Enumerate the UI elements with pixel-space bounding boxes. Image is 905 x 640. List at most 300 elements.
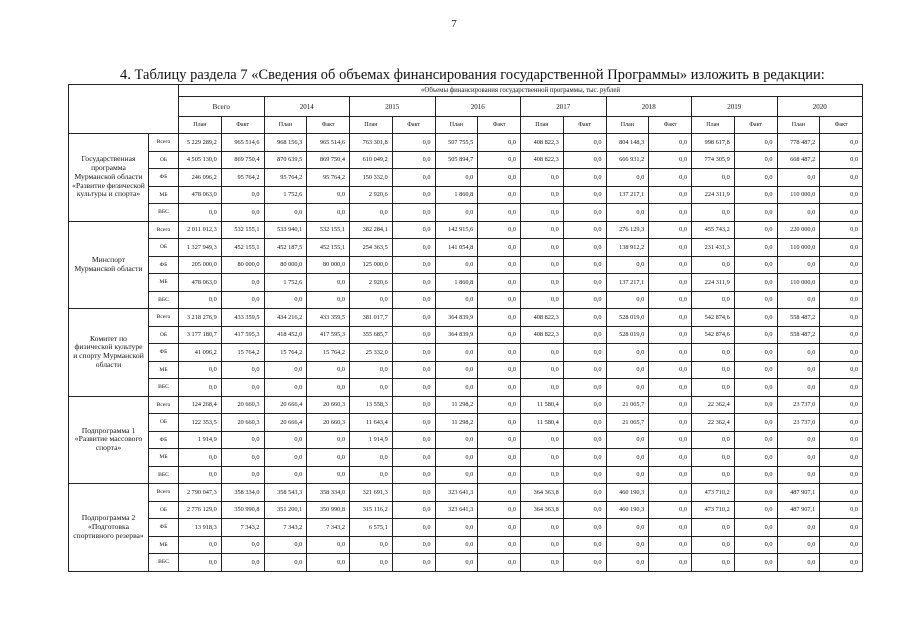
value-cell: 870 639,5 xyxy=(264,151,307,169)
value-cell: 0,0 xyxy=(563,501,606,519)
value-cell: 418 452,0 xyxy=(264,326,307,344)
value-cell: 350 990,8 xyxy=(307,501,350,519)
value-cell: 20 660,3 xyxy=(307,396,350,414)
value-cell: 558 487,2 xyxy=(777,326,820,344)
value-cell: 11 580,4 xyxy=(521,396,564,414)
value-cell: 0,0 xyxy=(563,554,606,572)
value-cell: 364 839,9 xyxy=(435,309,478,327)
value-cell: 0,0 xyxy=(734,274,777,292)
value-cell: 0,0 xyxy=(820,449,863,467)
value-cell: 137 217,1 xyxy=(606,274,649,292)
value-cell: 0,0 xyxy=(649,536,692,554)
value-cell: 276 129,3 xyxy=(606,221,649,239)
value-cell: 0,0 xyxy=(734,221,777,239)
value-cell: 0,0 xyxy=(521,449,564,467)
funding-source: ВБС xyxy=(149,291,179,309)
table-row xyxy=(69,484,863,502)
value-cell: 20 660,3 xyxy=(307,414,350,432)
funding-source: ОБ xyxy=(149,239,179,257)
year-header: 2019 xyxy=(692,97,778,117)
value-cell: 0,0 xyxy=(392,204,435,222)
value-cell: 1 752,6 xyxy=(264,186,307,204)
value-cell: 2 920,6 xyxy=(350,274,393,292)
value-cell: 382 284,1 xyxy=(350,221,393,239)
value-cell: 0,0 xyxy=(606,466,649,484)
value-cell: 0,0 xyxy=(392,256,435,274)
value-cell: 0,0 xyxy=(734,536,777,554)
value-cell: 0,0 xyxy=(563,274,606,292)
value-cell: 0,0 xyxy=(777,169,820,187)
value-cell: 125 000,0 xyxy=(350,256,393,274)
value-cell: 1 752,6 xyxy=(264,274,307,292)
funding-source: МБ xyxy=(149,186,179,204)
value-cell: 1 914,9 xyxy=(179,431,222,449)
value-cell: 0,0 xyxy=(820,484,863,502)
value-cell: 246 096,2 xyxy=(179,169,222,187)
value-cell: 0,0 xyxy=(820,554,863,572)
value-cell: 0,0 xyxy=(179,536,222,554)
value-cell: 0,0 xyxy=(392,274,435,292)
value-cell: 1 914,9 xyxy=(350,431,393,449)
value-cell: 0,0 xyxy=(820,204,863,222)
value-cell: 0,0 xyxy=(820,519,863,537)
value-cell: 0,0 xyxy=(820,344,863,362)
program-name: Подпрограмма 2 «Подготовка спортивного резерва» xyxy=(69,484,149,572)
value-cell: 0,0 xyxy=(478,361,521,379)
value-cell: 0,0 xyxy=(435,466,478,484)
value-cell: 0,0 xyxy=(478,344,521,362)
program-name: Государственная программа Мурманской области «Развитие физической культуры и спорта» xyxy=(69,134,149,222)
value-cell: 0,0 xyxy=(649,221,692,239)
section-heading: 4. Таблицу раздела 7 «Сведения об объемах финансирования государственной Программы» изложить в редакции: xyxy=(120,67,825,83)
value-cell: 0,0 xyxy=(478,204,521,222)
value-cell: 0,0 xyxy=(478,484,521,502)
value-cell: 0,0 xyxy=(392,554,435,572)
value-cell: 0,0 xyxy=(563,239,606,257)
value-cell: 0,0 xyxy=(820,291,863,309)
value-cell: 0,0 xyxy=(435,554,478,572)
value-cell: 0,0 xyxy=(392,431,435,449)
value-cell: 80 000,0 xyxy=(221,256,264,274)
plan-header: План xyxy=(264,117,307,134)
value-cell: 0,0 xyxy=(563,134,606,152)
value-cell: 6 575,1 xyxy=(350,519,393,537)
value-cell: 0,0 xyxy=(692,466,735,484)
value-cell: 0,0 xyxy=(649,501,692,519)
value-cell: 0,0 xyxy=(264,291,307,309)
value-cell: 804 148,3 xyxy=(606,134,649,152)
value-cell: 0,0 xyxy=(777,379,820,397)
year-header: Всего xyxy=(179,97,265,117)
value-cell: 0,0 xyxy=(649,256,692,274)
table-row xyxy=(69,414,863,432)
value-cell: 358 543,3 xyxy=(264,484,307,502)
value-cell: 137 217,1 xyxy=(606,186,649,204)
value-cell: 0,0 xyxy=(350,554,393,572)
value-cell: 0,0 xyxy=(478,309,521,327)
value-cell: 542 874,6 xyxy=(692,309,735,327)
value-cell: 364 363,8 xyxy=(521,501,564,519)
value-cell: 0,0 xyxy=(264,431,307,449)
value-cell: 364 363,8 xyxy=(521,484,564,502)
value-cell: 0,0 xyxy=(350,379,393,397)
value-cell: 0,0 xyxy=(221,291,264,309)
value-cell: 224 311,9 xyxy=(692,186,735,204)
table-row xyxy=(69,274,863,292)
value-cell: 0,0 xyxy=(521,379,564,397)
value-cell: 533 940,1 xyxy=(264,221,307,239)
value-cell: 0,0 xyxy=(820,239,863,257)
value-cell: 11 298,2 xyxy=(435,414,478,432)
value-cell: 2 776 129,0 xyxy=(179,501,222,519)
value-cell: 0,0 xyxy=(392,151,435,169)
value-cell: 0,0 xyxy=(478,256,521,274)
value-cell: 5 229 289,2 xyxy=(179,134,222,152)
value-cell: 0,0 xyxy=(478,169,521,187)
value-cell: 0,0 xyxy=(307,431,350,449)
value-cell: 0,0 xyxy=(478,326,521,344)
value-cell: 487 907,1 xyxy=(777,484,820,502)
value-cell: 0,0 xyxy=(478,274,521,292)
value-cell: 0,0 xyxy=(435,449,478,467)
value-cell: 0,0 xyxy=(221,536,264,554)
corner-cell xyxy=(69,85,179,134)
value-cell: 0,0 xyxy=(734,186,777,204)
value-cell: 532 155,1 xyxy=(307,221,350,239)
plan-header: План xyxy=(435,117,478,134)
value-cell: 0,0 xyxy=(563,256,606,274)
fact-header: Факт xyxy=(649,117,692,134)
value-cell: 3 218 276,9 xyxy=(179,309,222,327)
value-cell: 0,0 xyxy=(350,291,393,309)
value-cell: 0,0 xyxy=(606,554,649,572)
funding-source: Всего xyxy=(149,134,179,152)
value-cell: 528 019,0 xyxy=(606,309,649,327)
value-cell: 869 750,4 xyxy=(221,151,264,169)
value-cell: 0,0 xyxy=(734,291,777,309)
value-cell: 0,0 xyxy=(521,274,564,292)
value-cell: 0,0 xyxy=(734,501,777,519)
value-cell: 0,0 xyxy=(521,431,564,449)
table-row xyxy=(69,256,863,274)
value-cell: 0,0 xyxy=(820,169,863,187)
value-cell: 0,0 xyxy=(221,449,264,467)
value-cell: 0,0 xyxy=(392,326,435,344)
value-cell: 0,0 xyxy=(179,449,222,467)
value-cell: 0,0 xyxy=(649,449,692,467)
value-cell: 0,0 xyxy=(521,466,564,484)
value-cell: 25 332,0 xyxy=(350,344,393,362)
value-cell: 254 363,5 xyxy=(350,239,393,257)
value-cell: 0,0 xyxy=(392,501,435,519)
value-cell: 141 054,8 xyxy=(435,239,478,257)
value-cell: 381 017,7 xyxy=(350,309,393,327)
value-cell: 0,0 xyxy=(221,466,264,484)
value-cell: 0,0 xyxy=(221,186,264,204)
value-cell: 0,0 xyxy=(606,519,649,537)
funding-source: ФБ xyxy=(149,519,179,537)
value-cell: 0,0 xyxy=(820,221,863,239)
value-cell: 0,0 xyxy=(692,449,735,467)
value-cell: 0,0 xyxy=(820,151,863,169)
fact-header: Факт xyxy=(221,117,264,134)
value-cell: 0,0 xyxy=(392,134,435,152)
program-name: Минспорт Мурманской области xyxy=(69,221,149,309)
value-cell: 0,0 xyxy=(649,186,692,204)
value-cell: 0,0 xyxy=(820,274,863,292)
value-cell: 0,0 xyxy=(820,256,863,274)
value-cell: 15 764,2 xyxy=(307,344,350,362)
value-cell: 0,0 xyxy=(478,431,521,449)
value-cell: 0,0 xyxy=(606,379,649,397)
fact-header: Факт xyxy=(392,117,435,134)
value-cell: 0,0 xyxy=(649,466,692,484)
funding-source: МБ xyxy=(149,361,179,379)
value-cell: 0,0 xyxy=(350,466,393,484)
year-header-row xyxy=(69,97,863,117)
value-cell: 0,0 xyxy=(606,204,649,222)
value-cell: 15 764,2 xyxy=(264,344,307,362)
value-cell: 0,0 xyxy=(820,361,863,379)
funding-source: ВБС xyxy=(149,204,179,222)
value-cell: 0,0 xyxy=(478,519,521,537)
value-cell: 0,0 xyxy=(264,466,307,484)
value-cell: 205 000,0 xyxy=(179,256,222,274)
value-cell: 0,0 xyxy=(820,431,863,449)
value-cell: 0,0 xyxy=(820,466,863,484)
value-cell: 0,0 xyxy=(649,326,692,344)
value-cell: 20 660,3 xyxy=(221,396,264,414)
value-cell: 0,0 xyxy=(692,291,735,309)
value-cell: 0,0 xyxy=(563,449,606,467)
value-cell: 0,0 xyxy=(734,484,777,502)
value-cell: 0,0 xyxy=(734,361,777,379)
value-cell: 15 764,2 xyxy=(221,344,264,362)
value-cell: 0,0 xyxy=(392,484,435,502)
plan-header: План xyxy=(179,117,222,134)
value-cell: 473 710,2 xyxy=(692,501,735,519)
value-cell: 478 063,0 xyxy=(179,186,222,204)
value-cell: 22 362,4 xyxy=(692,396,735,414)
value-cell: 0,0 xyxy=(264,379,307,397)
value-cell: 0,0 xyxy=(264,204,307,222)
plan-fact-header-row xyxy=(69,117,863,134)
value-cell: 0,0 xyxy=(307,361,350,379)
value-cell: 0,0 xyxy=(392,361,435,379)
value-cell: 0,0 xyxy=(521,169,564,187)
value-cell: 0,0 xyxy=(563,151,606,169)
value-cell: 610 049,2 xyxy=(350,151,393,169)
value-cell: 2 790 047,3 xyxy=(179,484,222,502)
value-cell: 0,0 xyxy=(563,466,606,484)
value-cell: 0,0 xyxy=(820,379,863,397)
value-cell: 0,0 xyxy=(649,151,692,169)
value-cell: 110 000,0 xyxy=(777,186,820,204)
value-cell: 0,0 xyxy=(606,256,649,274)
value-cell: 0,0 xyxy=(478,466,521,484)
value-cell: 0,0 xyxy=(606,291,649,309)
value-cell: 150 332,0 xyxy=(350,169,393,187)
value-cell: 13 558,3 xyxy=(350,396,393,414)
value-cell: 0,0 xyxy=(734,379,777,397)
value-cell: 0,0 xyxy=(435,431,478,449)
value-cell: 0,0 xyxy=(350,361,393,379)
value-cell: 968 156,3 xyxy=(264,134,307,152)
value-cell: 0,0 xyxy=(307,274,350,292)
value-cell: 0,0 xyxy=(435,169,478,187)
value-cell: 0,0 xyxy=(820,134,863,152)
value-cell: 0,0 xyxy=(521,519,564,537)
value-cell: 0,0 xyxy=(521,536,564,554)
value-cell: 0,0 xyxy=(307,554,350,572)
table-row xyxy=(69,431,863,449)
funding-source: МБ xyxy=(149,274,179,292)
value-cell: 0,0 xyxy=(392,379,435,397)
value-cell: 408 822,3 xyxy=(521,326,564,344)
value-cell: 0,0 xyxy=(521,291,564,309)
value-cell: 0,0 xyxy=(692,204,735,222)
value-cell: 224 311,9 xyxy=(692,274,735,292)
value-cell: 0,0 xyxy=(563,379,606,397)
value-cell: 138 912,2 xyxy=(606,239,649,257)
value-cell: 0,0 xyxy=(692,536,735,554)
plan-header: План xyxy=(350,117,393,134)
value-cell: 0,0 xyxy=(392,239,435,257)
value-cell: 0,0 xyxy=(734,309,777,327)
value-cell: 0,0 xyxy=(435,379,478,397)
value-cell: 0,0 xyxy=(435,204,478,222)
table-row xyxy=(69,169,863,187)
value-cell: 351 200,1 xyxy=(264,501,307,519)
value-cell: 0,0 xyxy=(435,344,478,362)
value-cell: 124 268,4 xyxy=(179,396,222,414)
value-cell: 487 907,1 xyxy=(777,501,820,519)
funding-source: ОБ xyxy=(149,501,179,519)
value-cell: 0,0 xyxy=(221,379,264,397)
value-cell: 0,0 xyxy=(734,256,777,274)
value-cell: 0,0 xyxy=(563,431,606,449)
value-cell: 0,0 xyxy=(392,221,435,239)
value-cell: 2 011 012,3 xyxy=(179,221,222,239)
table-row xyxy=(69,239,863,257)
value-cell: 0,0 xyxy=(649,396,692,414)
financing-table xyxy=(68,84,863,572)
value-cell: 0,0 xyxy=(392,186,435,204)
value-cell: 0,0 xyxy=(307,379,350,397)
value-cell: 358 334,0 xyxy=(307,484,350,502)
value-cell: 0,0 xyxy=(649,309,692,327)
value-cell: 408 822,3 xyxy=(521,134,564,152)
value-cell: 433 359,5 xyxy=(307,309,350,327)
value-cell: 0,0 xyxy=(649,379,692,397)
value-cell: 528 019,0 xyxy=(606,326,649,344)
value-cell: 0,0 xyxy=(649,431,692,449)
value-cell: 0,0 xyxy=(649,134,692,152)
value-cell: 0,0 xyxy=(179,291,222,309)
value-cell: 0,0 xyxy=(692,361,735,379)
table-row xyxy=(69,519,863,537)
value-cell: 0,0 xyxy=(392,291,435,309)
value-cell: 0,0 xyxy=(649,204,692,222)
value-cell: 0,0 xyxy=(734,169,777,187)
value-cell: 23 737,0 xyxy=(777,414,820,432)
value-cell: 0,0 xyxy=(563,344,606,362)
value-cell: 774 305,9 xyxy=(692,151,735,169)
value-cell: 0,0 xyxy=(179,379,222,397)
value-cell: 0,0 xyxy=(692,554,735,572)
funding-source: ФБ xyxy=(149,256,179,274)
value-cell: 0,0 xyxy=(221,554,264,572)
value-cell: 0,0 xyxy=(649,484,692,502)
value-cell: 0,0 xyxy=(392,344,435,362)
value-cell: 460 190,3 xyxy=(606,501,649,519)
funding-source: ФБ xyxy=(149,344,179,362)
value-cell: 122 353,5 xyxy=(179,414,222,432)
value-cell: 0,0 xyxy=(478,414,521,432)
year-header: 2015 xyxy=(350,97,436,117)
value-cell: 0,0 xyxy=(692,519,735,537)
year-header: 2020 xyxy=(777,97,863,117)
value-cell: 0,0 xyxy=(734,134,777,152)
value-cell: 0,0 xyxy=(521,344,564,362)
fact-header: Факт xyxy=(820,117,863,134)
table-row xyxy=(69,536,863,554)
fact-header: Факт xyxy=(563,117,606,134)
value-cell: 0,0 xyxy=(307,186,350,204)
value-cell: 0,0 xyxy=(649,361,692,379)
value-cell: 355 685,7 xyxy=(350,326,393,344)
value-cell: 0,0 xyxy=(521,554,564,572)
table-row xyxy=(69,501,863,519)
value-cell: 0,0 xyxy=(734,414,777,432)
value-cell: 0,0 xyxy=(264,536,307,554)
funding-source: ВБС xyxy=(149,466,179,484)
value-cell: 95 764,2 xyxy=(307,169,350,187)
fact-header: Факт xyxy=(307,117,350,134)
value-cell: 0,0 xyxy=(307,449,350,467)
value-cell: 13 918,3 xyxy=(179,519,222,537)
value-cell: 0,0 xyxy=(734,449,777,467)
table-row xyxy=(69,554,863,572)
value-cell: 1 327 949,3 xyxy=(179,239,222,257)
value-cell: 321 691,3 xyxy=(350,484,393,502)
value-cell: 0,0 xyxy=(478,501,521,519)
value-cell: 0,0 xyxy=(734,466,777,484)
value-cell: 0,0 xyxy=(820,186,863,204)
value-cell: 0,0 xyxy=(734,151,777,169)
page-number: 7 xyxy=(451,18,457,30)
year-header: 2016 xyxy=(435,97,521,117)
value-cell: 0,0 xyxy=(179,554,222,572)
value-cell: 0,0 xyxy=(478,554,521,572)
value-cell: 0,0 xyxy=(563,326,606,344)
value-cell: 0,0 xyxy=(649,291,692,309)
value-cell: 417 595,3 xyxy=(307,326,350,344)
value-cell: 231 431,3 xyxy=(692,239,735,257)
value-cell: 0,0 xyxy=(606,361,649,379)
program-name: Подпрограмма 1 «Развитие массового спорта» xyxy=(69,396,149,484)
value-cell: 0,0 xyxy=(563,536,606,554)
value-cell: 0,0 xyxy=(606,431,649,449)
value-cell: 0,0 xyxy=(221,431,264,449)
funding-source: ВБС xyxy=(149,379,179,397)
value-cell: 869 750,4 xyxy=(307,151,350,169)
value-cell: 7 343,2 xyxy=(307,519,350,537)
value-cell: 0,0 xyxy=(392,536,435,554)
value-cell: 0,0 xyxy=(606,169,649,187)
plan-header: План xyxy=(606,117,649,134)
value-cell: 0,0 xyxy=(820,414,863,432)
